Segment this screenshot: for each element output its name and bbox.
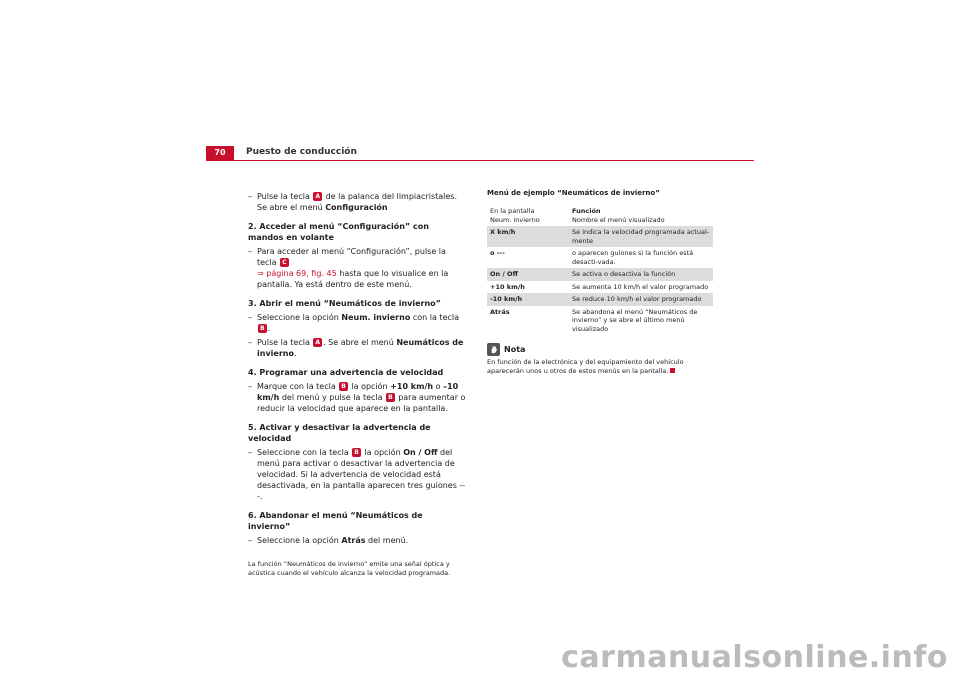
left-column bbox=[248, 188, 466, 578]
table-row bbox=[487, 306, 713, 336]
table-header-row bbox=[487, 205, 713, 226]
table-cell-display: -10 km/h bbox=[487, 293, 569, 306]
key-b-badge: B bbox=[354, 449, 359, 456]
table-row bbox=[487, 281, 713, 294]
key-b-badge: B bbox=[260, 325, 265, 332]
table-row bbox=[487, 247, 713, 268]
table-cell-display: X km/h bbox=[487, 226, 569, 247]
table-row bbox=[487, 268, 713, 281]
table-cell-display: Atrás bbox=[490, 307, 510, 316]
step-6-heading: 6. Abandonar el menú “Neumáticos de invierno” bbox=[248, 511, 423, 531]
key-c-badge: C bbox=[282, 259, 287, 266]
step-3-bullet-2: – Pulse la tecla A . Se abre el menú Neumáticos de invierno. bbox=[248, 337, 466, 359]
note-hand-icon bbox=[487, 343, 500, 356]
note-text: En función de la electrónica y del equipamiento del vehículo aparecerán unos u otros de estos menús en la pantalla. bbox=[487, 358, 684, 375]
table-cell-function: Se activa o desactiva la función bbox=[569, 268, 713, 281]
figure-caption: La función “Neumáticos de invierno” emite una señal óptica y acústica cuando el vehículo alcanza la velocidad programada. bbox=[248, 560, 451, 577]
table-cell-function: Se reduce 10 km/h el valor programado bbox=[569, 293, 713, 306]
page-reference-link[interactable]: ⇒ página 69, fig. 45 bbox=[257, 269, 337, 278]
watermark: carmanualsonline.info bbox=[561, 640, 948, 675]
step-6-bullet: – Seleccione la opción Atrás del menú. bbox=[248, 535, 466, 546]
note-heading: Nota bbox=[487, 343, 713, 356]
key-a-badge: A bbox=[315, 193, 321, 200]
right-column bbox=[487, 188, 713, 376]
intro-bullet: – Pulse la tecla A de la palanca del limpiacristales. Se abre el menú Configuración bbox=[248, 191, 466, 213]
step-3-heading: 3. Abrir el menú “Neumáticos de invierno” bbox=[248, 299, 441, 308]
step-2-bullet: – Para acceder al menú “Configuración”, pulse la tecla C ⇒ página 69, fig. 45 hasta que lo visualice en la pantalla. Ya está dentro de este menú. bbox=[248, 246, 466, 290]
table-cell-display: +10 km/h bbox=[490, 282, 525, 291]
table-cell-function: Se abandona el menú “Neumáticos de invierno” y se abre el último menú visualizado bbox=[572, 307, 698, 333]
table-cell-display: o --- bbox=[490, 249, 505, 257]
table-cell-function: Se aumenta 10 km/h el valor programado bbox=[572, 282, 709, 291]
section-end-marker-icon bbox=[670, 368, 675, 373]
step-2-heading: 2. Acceder al menú “Configuración” con mandos en volante bbox=[248, 222, 429, 242]
col1-header: En la pantalla Neum. invierno bbox=[490, 207, 540, 224]
table-row bbox=[487, 226, 713, 247]
table-title: Menú de ejemplo “Neumáticos de invierno” bbox=[487, 189, 660, 197]
page-header-title: Puesto de conducción bbox=[246, 147, 357, 157]
step-5-heading: 5. Activar y desactivar la advertencia de velocidad bbox=[248, 423, 431, 443]
key-b-badge: B bbox=[388, 394, 393, 401]
step-4-bullet: – Marque con la tecla B la opción +10 km/h o –10 km/h del menú y pulse la tecla B para aumentar o reducir la velocidad que aparece en la pantalla. bbox=[248, 381, 466, 414]
table-cell-display: On / Off bbox=[487, 268, 569, 281]
table-row bbox=[487, 293, 713, 306]
key-a-badge: A bbox=[315, 339, 321, 346]
step-5-bullet: – Seleccione con la tecla B la opción On / Off del menú para activar o desactivar la advertencia de velocidad. Si la advertencia de velocidad está desactivada, en la pantalla aparecen tres guiones ---. bbox=[248, 447, 466, 502]
table-cell-function: Se indica la velocidad programada actual-mente bbox=[569, 226, 713, 247]
page-number: 70 bbox=[206, 146, 234, 160]
step-4-heading: 4. Programar una advertencia de velocidad bbox=[248, 368, 444, 377]
menu-table bbox=[487, 205, 713, 335]
col2-header: Función Nombre el menú visualizado bbox=[572, 207, 665, 224]
key-b-badge: B bbox=[341, 383, 346, 390]
step-3-bullet-1: – Seleccione la opción Neum. invierno con la tecla B . bbox=[248, 312, 466, 334]
table-cell-function: o aparecen guiones si la función está desacti-vada. bbox=[572, 249, 694, 266]
header-rule bbox=[206, 160, 754, 161]
